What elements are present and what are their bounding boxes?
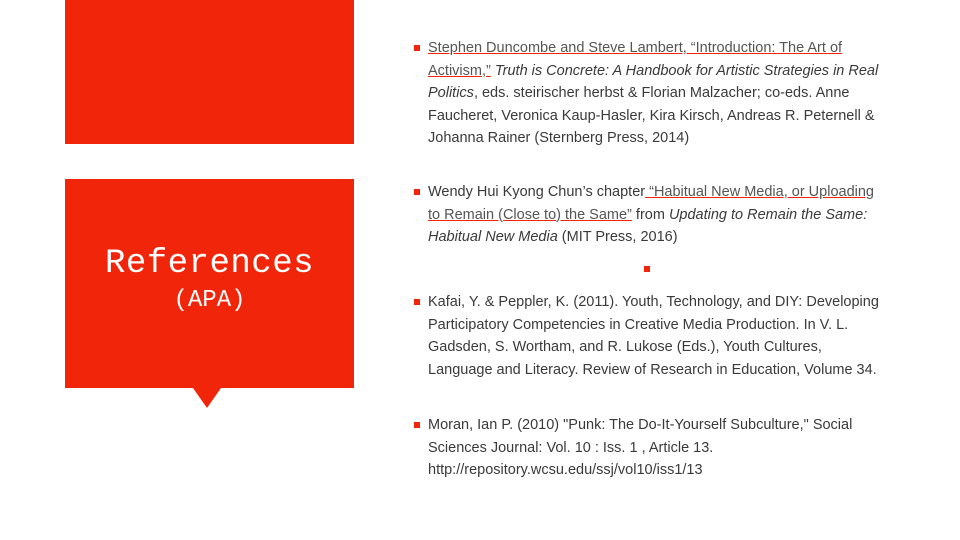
reference-link[interactable]: “Habitual New Media, or Uploading to Remain (Close to) the Same” [428, 184, 874, 223]
reference-prefix: Wendy Hui Kyong Chun’s chapter [428, 184, 646, 200]
bullet-icon [414, 422, 420, 428]
reference-text: Kafai, Y. & Peppler, K. (2011). Youth, Technology, and DIY: Developing Participatory Competencies in Creative Media Production. In V. L. Gadsden, S. Wortham, and R. Lukose (Eds.), Youth Cultures, Language and Literacy. Review of Research in Education, Volume 34. [428, 294, 879, 378]
reference-item [410, 37, 885, 150]
page-subtitle: (APA) [173, 287, 246, 314]
accent-block [65, 0, 354, 144]
bullet-icon [644, 266, 650, 272]
empty-reference-item [410, 258, 885, 280]
page-title: References [104, 245, 315, 283]
callout-pointer [193, 388, 221, 408]
bullet-icon [414, 299, 420, 305]
reference-connector: from [631, 206, 669, 223]
reference-item [410, 414, 885, 482]
bullet-icon [414, 189, 420, 195]
reference-title: Updating to Remain the Same: Habitual New Media [428, 206, 868, 245]
title-card [65, 179, 354, 388]
reference-item [410, 181, 885, 249]
reference-link[interactable]: Stephen Duncombe and Steve Lambert, “Introduction: The Art of Activism,” [428, 40, 843, 79]
reference-title: Truth is Concrete: A Handbook for Artistic Strategies in Real Politics [428, 62, 879, 101]
reference-item [410, 291, 885, 381]
reference-details: , eds. steirischer herbst & Florian Malzacher; co-eds. Anne Faucheret, Veronica Kaup-Hasler, Kira Kirsch, Andreas R. Peternell & Johanna Rainer (Sternberg Press, 2014) [428, 85, 875, 146]
bullet-icon [414, 45, 420, 51]
reference-text: Moran, Ian P. (2010) "Punk: The Do-It-Yourself Subculture," Social Sciences Journal: Vol. 10 : Iss. 1 , Article 13. http://repository.wcsu.edu/ssj/vol10/iss1/13 [428, 417, 853, 478]
reference-details: (MIT Press, 2016) [557, 229, 678, 245]
